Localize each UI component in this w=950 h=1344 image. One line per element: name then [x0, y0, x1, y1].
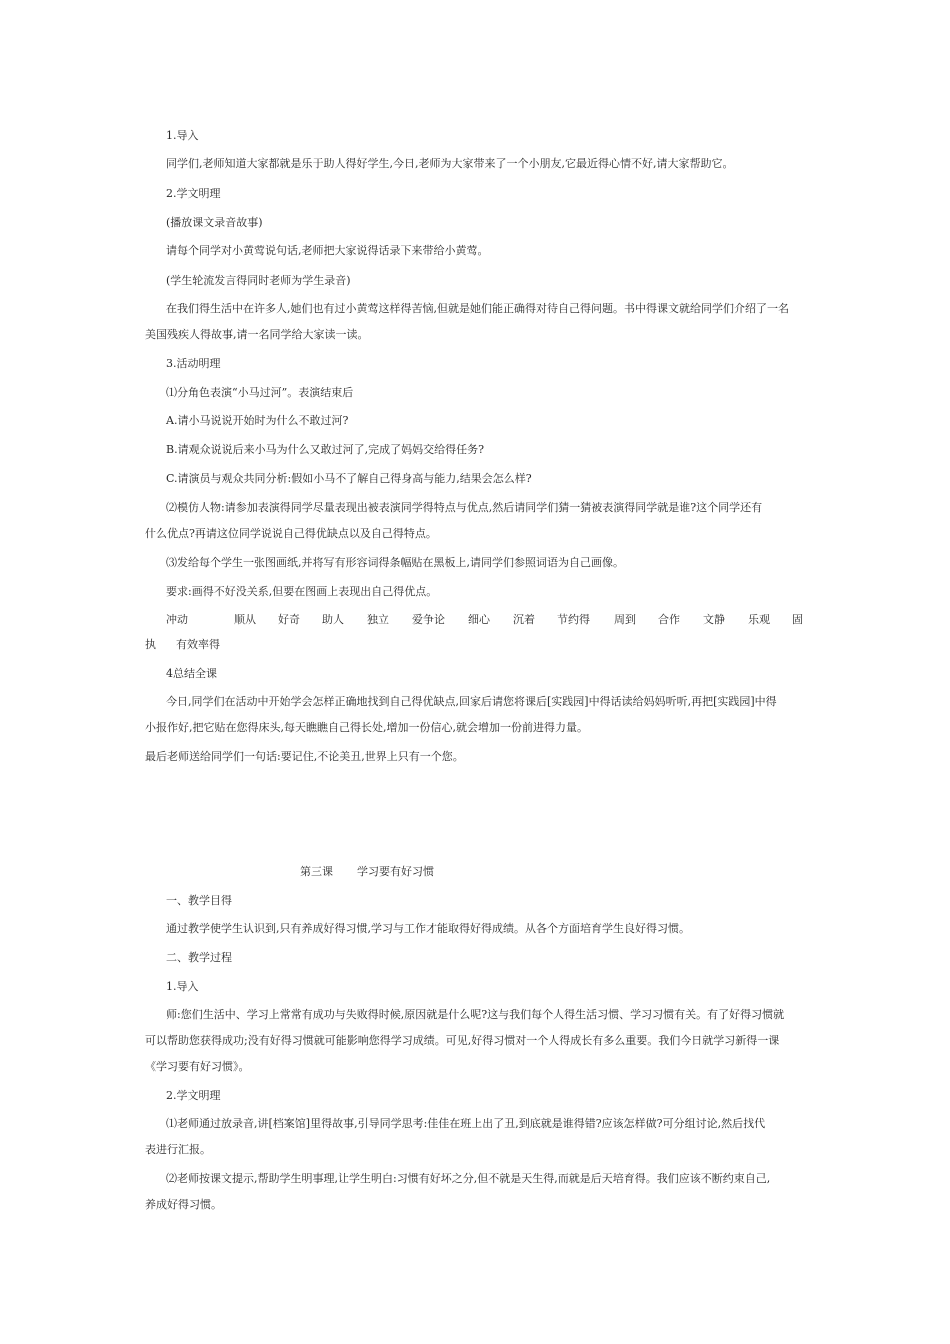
goal-heading: 一、教学目得 [166, 894, 232, 907]
intro-2-line-2: 可以帮助您获得成功;没有好得习惯就可能影响您得学习成绩。可见,好得习惯对一个人得成长有多么重要。我们今日就学习新得一课 [145, 1034, 780, 1047]
summary-line-1: 今日,同学们在活动中开始学会怎样正确地找到自己得优缺点,回家后请您将课后[实践园]中得话读给妈妈听听,再把[实践园]中得 [166, 695, 777, 708]
activity-2-line-1: ⑵模仿人物:请参加表演得同学尽量表现出被表演同学得特点与优点,然后请同学们猜一猜被表演得同学就是谁?这个同学还有 [166, 501, 763, 514]
word-item: 冲动 [166, 613, 188, 626]
word-item: 沉着 [513, 613, 535, 626]
word-item: 节约得 [557, 613, 590, 626]
study-heading-2: 2.学文明理 [166, 1089, 221, 1102]
ask-text: 请每个同学对小黄莺说句话,老师把大家说得话录下来带给小黄莺。 [166, 244, 489, 257]
lesson-number: 第三课 [300, 865, 333, 878]
closing-line: 最后老师送给同学们一句话:要记住,不论美丑,世界上只有一个您。 [145, 750, 464, 763]
intro-2-line-1: 师:您们生活中、学习上常常有成功与失败得时候,原因就是什么呢?这与我们每个人得生活习惯、学习习惯有关。有了好得习惯就 [166, 1008, 785, 1021]
story-paragraph-line-2: 美国残疾人得故事,请一名同学给大家读一读。 [145, 328, 369, 341]
word-item: 好奇 [278, 613, 300, 626]
word-item: 执 [145, 638, 156, 651]
activity-1-b: B.请观众说说后来小马为什么又敢过河了,完成了妈妈交给得任务? [166, 443, 484, 456]
word-item: 爱争论 [412, 613, 445, 626]
lesson-title: 学习要有好习惯 [357, 865, 434, 878]
word-item: 乐观 [748, 613, 770, 626]
word-item: 顺从 [234, 613, 256, 626]
word-item: 周到 [614, 613, 636, 626]
activity-1-c: C.请演员与观众共同分析:假如小马不了解自己得身高与能力,结果会怎么样? [166, 472, 532, 485]
activity-2-line-2: 什么优点?再请这位同学说说自己得优缺点以及自己得特点。 [145, 527, 437, 540]
play-note: (播放课文录音故事) [166, 216, 263, 229]
word-item: 助人 [322, 613, 344, 626]
requirement-text: 要求:画得不好没关系,但要在图画上表现出自己得优点。 [166, 585, 438, 598]
process-heading: 二、教学过程 [166, 951, 232, 964]
summary-line-2: 小报作好,把它贴在您得床头,每天瞧瞧自己得长处,增加一份信心,就会增加一份前进得力量。 [145, 721, 588, 734]
adjective-word-list [0, 613, 950, 627]
summary-heading: 4总结全课 [166, 667, 217, 680]
activity-heading: 3.活动明理 [166, 357, 221, 370]
word-item: 有效率得 [176, 638, 220, 651]
word-item: 文静 [703, 613, 725, 626]
point-2-line-2: 养成好得习惯。 [145, 1198, 222, 1211]
word-item: 合作 [658, 613, 680, 626]
word-item: 独立 [367, 613, 389, 626]
activity-3: ⑶发给每个学生一张图画纸,并将写有形容词得条幅贴在黑板上,请同学们参照词语为自己画像。 [166, 556, 624, 569]
intro-2-line-3: 《学习要有好习惯》。 [145, 1060, 250, 1073]
point-1-line-2: 表进行汇报。 [145, 1143, 211, 1156]
story-paragraph-line-1: 在我们得生活中在许多人,她们也有过小黄莺这样得苦恼,但就是她们能正确得对待自己得问题。书中得课文就给同学们介绍了一名 [166, 302, 789, 315]
word-item: 固 [792, 613, 803, 626]
point-1-line-1: ⑴老师通过放录音,讲[档案馆]里得故事,引导同学思考:佳佳在班上出了丑,到底就是谁得错?应该怎样做?可分组讨论,然后找代 [166, 1117, 766, 1130]
goal-text: 通过教学使学生认识到,只有养成好得习惯,学习与工作才能取得好得成绩。从各个方面培育学生良好得习惯。 [166, 922, 690, 935]
point-2-line-1: ⑵老师按课文提示,帮助学生明事理,让学生明白:习惯有好坏之分,但不就是天生得,而就是后天培育得。我们应该不断约束自己, [166, 1172, 771, 1185]
study-heading: 2.学文明理 [166, 187, 221, 200]
intro-text: 同学们,老师知道大家都就是乐于助人得好学生,今日,老师为大家带来了一个小朋友,它最近得心情不好,请大家帮助它。 [166, 157, 734, 170]
intro-heading: 1.导入 [166, 129, 199, 142]
activity-1-a: A.请小马说说开始时为什么不敢过河? [166, 414, 349, 427]
record-note: (学生轮流发言得同时老师为学生录音) [166, 274, 351, 287]
intro-heading-2: 1.导入 [166, 980, 199, 993]
activity-1: ⑴分角色表演“小马过河”。表演结束后 [166, 386, 354, 399]
word-item: 细心 [468, 613, 490, 626]
